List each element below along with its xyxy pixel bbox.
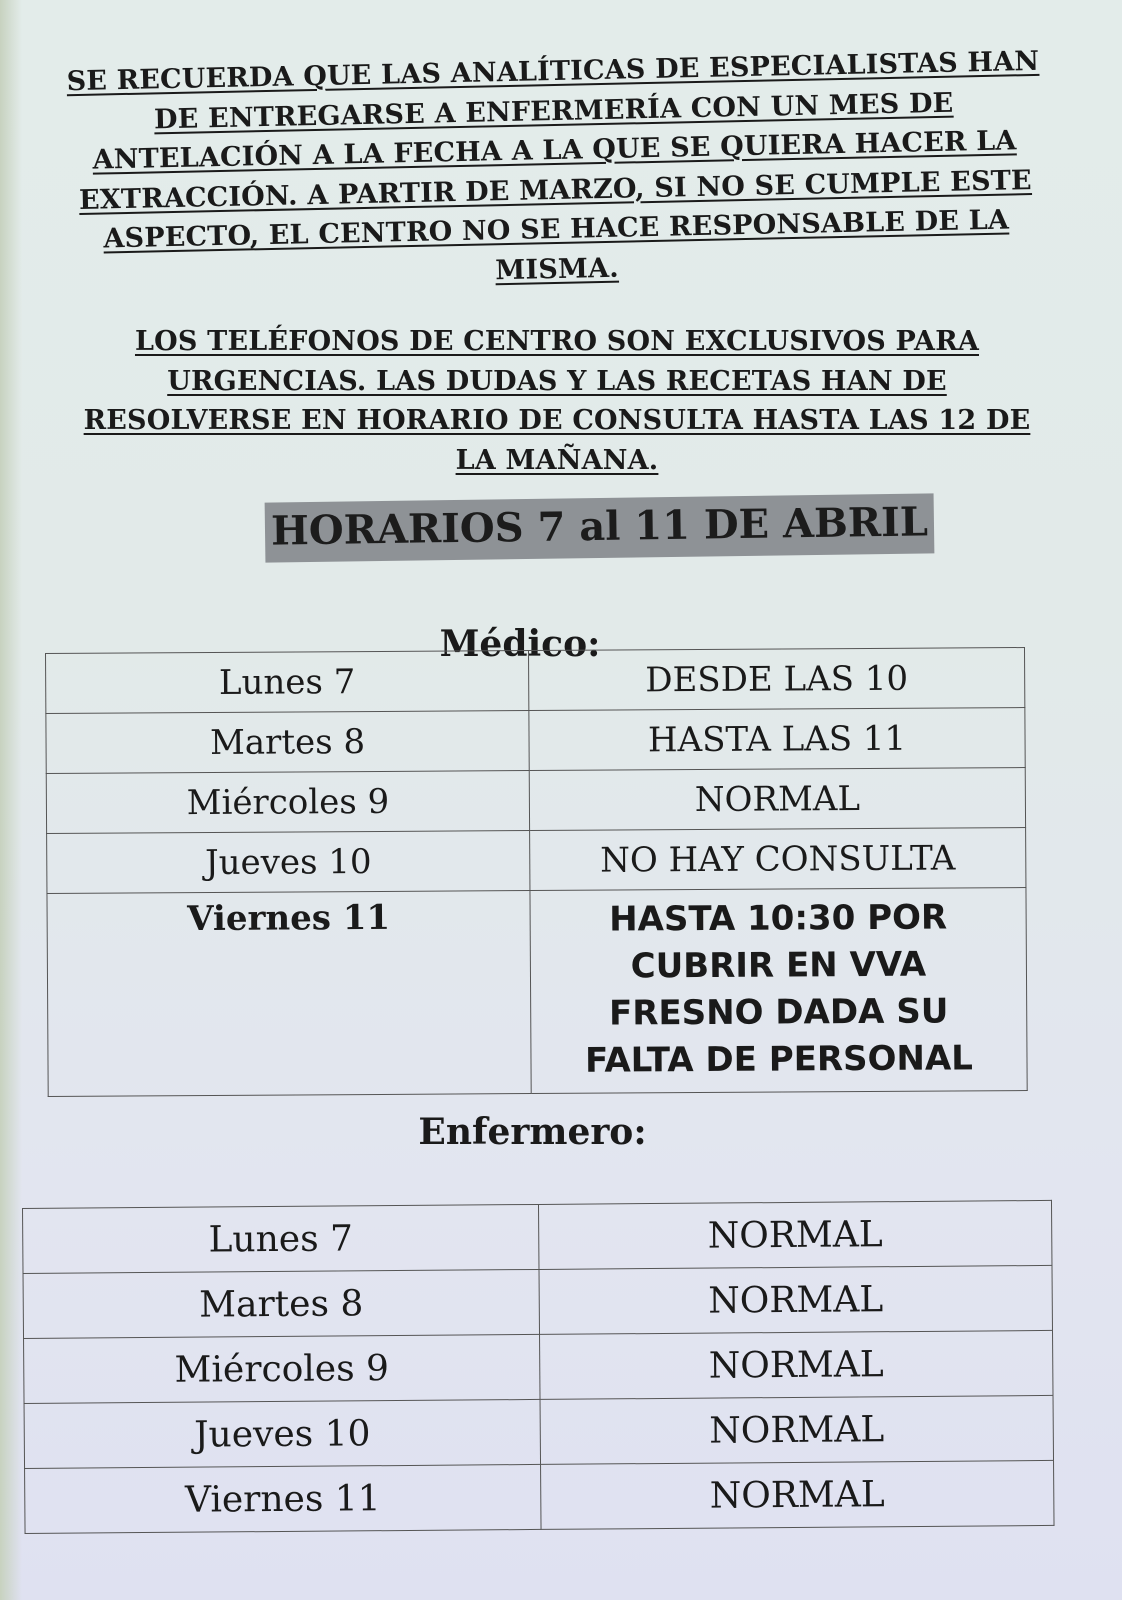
schedule-cell: NORMAL bbox=[541, 1460, 1054, 1529]
table-row bbox=[47, 828, 1026, 894]
schedule-detail-line: FRESNO DADA SU bbox=[608, 991, 949, 1034]
schedule-cell: NORMAL bbox=[540, 1330, 1053, 1399]
day-cell: Jueves 10 bbox=[47, 831, 530, 894]
analiticas-notice bbox=[48, 41, 1063, 299]
table-row bbox=[23, 1200, 1052, 1273]
day-cell: Miércoles 9 bbox=[46, 771, 529, 834]
day-cell: Viernes 11 bbox=[25, 1464, 541, 1533]
day-cell: Miércoles 9 bbox=[24, 1334, 540, 1403]
notice-line: ANTELACIÓN A LA FECHA A LA QUE SE QUIERA HACER LA bbox=[92, 125, 1017, 176]
medico-label: Médico: bbox=[439, 623, 601, 665]
schedule-cell: NORMAL bbox=[539, 1265, 1052, 1334]
enfermero-schedule-table bbox=[22, 1200, 1055, 1534]
day-cell: Martes 8 bbox=[46, 711, 529, 774]
table-row bbox=[25, 1460, 1054, 1533]
day-cell: Lunes 7 bbox=[46, 651, 529, 714]
notice-line: ASPECTO, EL CENTRO NO SE HACE RESPONSABLE DE LA bbox=[103, 204, 1010, 255]
schedule-detail-cell bbox=[530, 888, 1027, 1094]
table-row bbox=[23, 1265, 1052, 1338]
table-row bbox=[46, 708, 1025, 774]
notice-line: DE ENTREGARSE A ENFERMERÍA CON UN MES DE bbox=[153, 87, 954, 135]
notice-line: RESOLVERSE EN HORARIO DE CONSULTA HASTA LAS 12 DE bbox=[83, 405, 1031, 436]
notice-line: LOS TELÉFONOS DE CENTRO SON EXCLUSIVOS PARA bbox=[134, 326, 979, 357]
notice-line: MISMA. bbox=[495, 252, 620, 286]
schedule-cell: NO HAY CONSULTA bbox=[530, 828, 1026, 891]
telefonos-notice bbox=[42, 322, 1072, 480]
notice-line: EXTRACCIÓN. A PARTIR DE MARZO, SI NO SE CUMPLE ESTE bbox=[78, 164, 1033, 216]
schedule-cell: HASTA LAS 11 bbox=[529, 708, 1025, 771]
schedule-cell: NORMAL bbox=[529, 768, 1025, 831]
day-cell: Jueves 10 bbox=[24, 1399, 540, 1468]
schedule-cell: DESDE LAS 10 bbox=[528, 648, 1024, 711]
enfermero-label: Enfermero: bbox=[418, 1111, 647, 1153]
medico-schedule-table bbox=[45, 647, 1028, 1097]
table-row bbox=[47, 888, 1027, 1097]
table-row bbox=[24, 1395, 1053, 1468]
day-cell: Martes 8 bbox=[23, 1269, 539, 1338]
schedule-detail-line: HASTA 10:30 POR bbox=[609, 897, 948, 940]
notice-line: URGENCIAS. LAS DUDAS Y LAS RECETAS HAN DE bbox=[167, 365, 947, 397]
notice-line: SE RECUERDA QUE LAS ANALÍTICAS DE ESPECIALISTAS HAN bbox=[66, 45, 1040, 98]
table-row bbox=[46, 648, 1025, 714]
schedule-detail-line: CUBRIR EN VVA bbox=[630, 944, 927, 987]
day-cell: Lunes 7 bbox=[23, 1204, 539, 1273]
paper-edge-shadow bbox=[0, 0, 22, 1600]
day-cell: Viernes 11 bbox=[47, 891, 531, 1097]
schedule-title: HORARIOS 7 al 11 DE ABRIL bbox=[265, 493, 935, 562]
schedule-cell: NORMAL bbox=[538, 1200, 1051, 1269]
schedule-detail-line: FALTA DE PERSONAL bbox=[584, 1038, 974, 1081]
schedule-cell: NORMAL bbox=[540, 1395, 1053, 1464]
notice-line: LA MAÑANA. bbox=[455, 444, 659, 476]
table-row bbox=[46, 768, 1025, 834]
table-row bbox=[24, 1330, 1053, 1403]
